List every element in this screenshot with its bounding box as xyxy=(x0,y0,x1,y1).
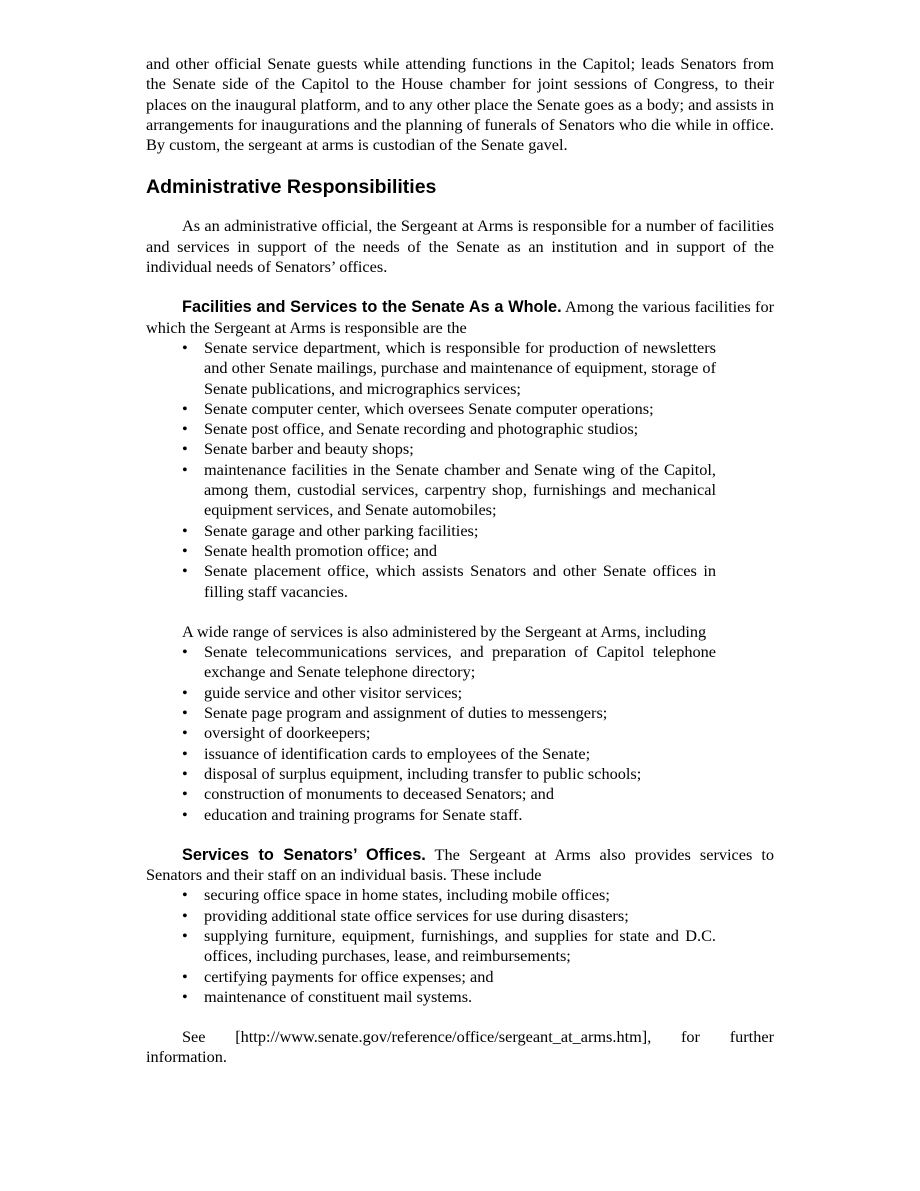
senators-offices-intro-text: The Sergeant at Arms also provides services to Senators and their staff on an individual basis. These include xyxy=(146,844,774,885)
list-item: • Senate page program and assignment of duties to messengers; xyxy=(204,703,716,723)
list-item: • Senate placement office, which assists Senators and other Senate offices in filling staff vacancies. xyxy=(204,561,716,602)
list-item: • construction of monuments to deceased Senators; and xyxy=(204,784,716,804)
list-item: • Senate telecommunications services, and preparation of Capitol telephone exchange and Senate telephone directory; xyxy=(204,642,716,683)
document-page xyxy=(146,54,774,1068)
list-item: • oversight of doorkeepers; xyxy=(204,723,716,743)
list-item: • providing additional state office services for use during disasters; xyxy=(204,906,716,926)
facilities-paragraph xyxy=(146,297,774,338)
services-list xyxy=(146,642,774,825)
list-item: • securing office space in home states, including mobile offices; xyxy=(204,885,716,905)
admin-paragraph: As an administrative official, the Sergeant at Arms is responsible for a number of facilities and services in support of the needs of the Senate as an institution and in support of the individual needs of Senators’ offices. xyxy=(146,216,774,277)
list-item: • Senate garage and other parking facilities; xyxy=(204,521,716,541)
facilities-list xyxy=(146,338,774,602)
list-item: • Senate service department, which is responsible for production of newsletters and other Senate mailings, purchase and maintenance of equipment, storage of Senate publications, and micrographics services; xyxy=(204,338,716,399)
list-item: • maintenance of constituent mail systems. xyxy=(204,987,716,1007)
list-item: • guide service and other visitor services; xyxy=(204,683,716,703)
list-item: • certifying payments for office expenses; and xyxy=(204,967,716,987)
list-item: • Senate computer center, which oversees Senate computer operations; xyxy=(204,399,716,419)
facilities-runin-heading: Facilities and Services to the Senate As a Whole. xyxy=(182,298,562,317)
senators-offices-runin-heading: Services to Senators’ Offices. xyxy=(182,845,426,864)
list-item: • disposal of surplus equipment, including transfer to public schools; xyxy=(204,764,716,784)
facilities-intro-text: Among the various facilities for which the Sergeant at Arms is responsible are the xyxy=(146,297,775,337)
list-item: • maintenance facilities in the Senate chamber and Senate wing of the Capitol, among them, custodial services, carpentry shop, furnishings and mechanical equipment services, and Senate automobiles; xyxy=(204,460,716,521)
list-item: • Senate barber and beauty shops; xyxy=(204,439,716,459)
section-heading-administrative: Administrative Responsibilities xyxy=(146,176,437,199)
list-item: • Senate post office, and Senate recording and photographic studios; xyxy=(204,419,716,439)
intro-paragraph: and other official Senate guests while attending functions in the Capitol; leads Senators from the Senate side of the Capitol to the House chamber for joint sessions of Congress, to their places on the inaugural platform, and to any other place the Senate goes as a body; and assists in arrangements for inaugurations and the planning of funerals of Senators who die while in office. By custom, the sergeant at arms is custodian of the Senate gavel. xyxy=(146,54,775,155)
list-item: • Senate health promotion office; and xyxy=(204,541,716,561)
list-item: • issuance of identification cards to employees of the Senate; xyxy=(204,744,716,764)
see-also-paragraph: See [http://www.senate.gov/reference/office/sergeant_at_arms.htm], for further information. xyxy=(146,1027,774,1067)
list-item: • supplying furniture, equipment, furnishings, and supplies for state and D.C. offices, including purchases, lease, and reimbursements; xyxy=(204,926,716,967)
senators-offices-list xyxy=(146,885,774,1007)
services-lead-paragraph: A wide range of services is also administered by the Sergeant at Arms, including xyxy=(182,621,707,641)
senators-offices-paragraph xyxy=(146,845,774,886)
list-item: • education and training programs for Senate staff. xyxy=(204,805,716,825)
